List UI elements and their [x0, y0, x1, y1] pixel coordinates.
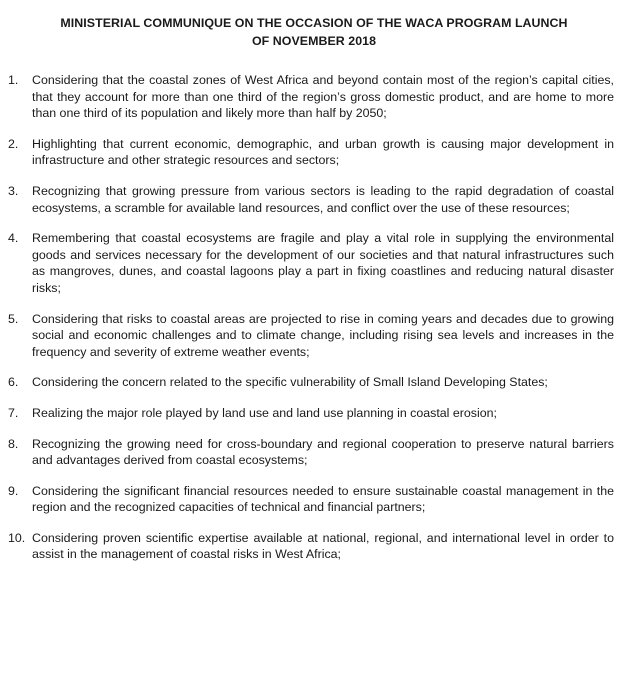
item-number: 9. [8, 483, 19, 498]
item-text: Considering that risks to coastal areas are projected to rise in coming years and decades due to growing social and economic challenges and to climate change, including rising sea levels and increases in the frequency and severity of extreme weather events; [32, 311, 614, 359]
item-text: Considering proven scientific expertise available at national, regional, and international level in order to assist in the management of coastal risks in West Africa; [32, 530, 614, 562]
item-text: Considering that the coastal zones of West Africa and beyond contain most of the region’s capital cities, that they account for more than one third of the region’s gross domestic product, and are home to more than one third of its population and likely more than half by 2050; [32, 73, 614, 121]
item-text: Recognizing that growing pressure from various sectors is leading to the rapid degradation of coastal ecosystems, a scramble for available land resources, and conflict over the use of these resources; [32, 183, 614, 215]
item-number: 1. [8, 73, 19, 87]
item-text: Highlighting that current economic, demographic, and urban growth is causing major development in infrastructure and other strategic resources and sectors; [32, 136, 614, 168]
item-number: 4. [8, 231, 19, 246]
numbered-list [8, 72, 614, 563]
list-item-5 [8, 311, 614, 361]
item-number: 10. [8, 530, 26, 545]
list-item-6 [8, 374, 614, 391]
item-number: 6. [8, 375, 19, 390]
list-item-8 [8, 436, 614, 469]
list-item-10 [8, 530, 614, 563]
title-line-1: MINISTERIAL COMMUNIQUE ON THE OCCASION OF THE WACA PROGRAM LAUNCH [60, 16, 568, 30]
item-number: 2. [8, 136, 19, 151]
list-item-7 [8, 405, 614, 422]
list-item-9 [8, 483, 614, 516]
item-text: Considering the concern related to the specific vulnerability of Small Island Developing States; [32, 375, 548, 390]
item-number: 5. [8, 311, 19, 326]
list-item-1 [8, 72, 614, 122]
item-number: 8. [8, 436, 19, 451]
document-title [8, 14, 614, 50]
item-text: Recognizing the growing need for cross-boundary and regional cooperation to preserve natural barriers and advantages derived from coastal ecosystems; [32, 436, 614, 468]
item-text: Considering the significant financial resources needed to ensure sustainable coastal management in the region and the recognized capacities of technical and financial partners; [32, 483, 614, 515]
item-number: 3. [8, 183, 19, 198]
item-text: Realizing the major role played by land use and land use planning in coastal erosion; [32, 405, 497, 420]
item-text: Remembering that coastal ecosystems are fragile and play a vital role in supplying the environmental goods and services necessary for the development of our societies and that natural infrastructures such as mangroves, dunes, and coastal lagoons play a part in fixing coastlines and reducing natural disaster risks; [32, 231, 614, 295]
list-item-4 [8, 230, 614, 296]
title-line-2: OF NOVEMBER 2018 [251, 34, 377, 48]
list-item-2 [8, 136, 614, 169]
list-item-3 [8, 183, 614, 216]
item-number: 7. [8, 405, 19, 420]
